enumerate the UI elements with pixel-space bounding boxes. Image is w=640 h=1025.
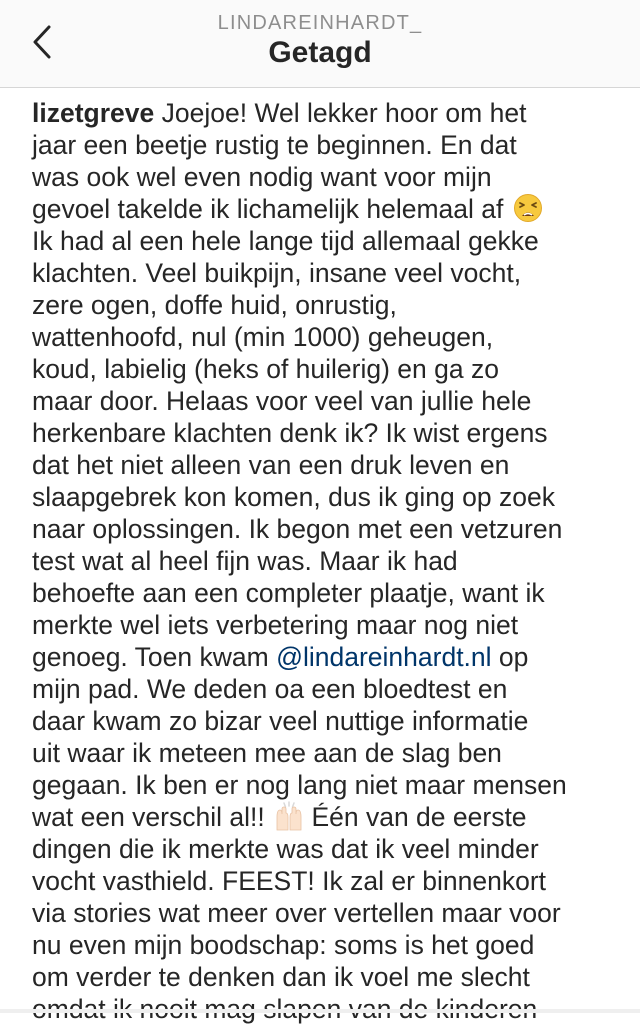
tired-face-icon (513, 193, 543, 223)
caption-line: lizetgreve Joejoe! Wel lekker hoor om het (32, 98, 527, 128)
caption-line: gegaan. Ik ben er nog lang niet maar mensen (32, 770, 567, 800)
caption-line: jaar een beetje rustig te beginnen. En dat (32, 130, 517, 160)
caption-line: uit waar ik meteen mee aan de slag ben (32, 738, 502, 768)
page-title: Getagd (268, 36, 372, 69)
caption-line: slaapgebrek kon komen, dus ik ging op zoek (32, 482, 555, 512)
post-caption (32, 97, 622, 1025)
caption-line: daar kwam zo bizar veel nuttige informatie (32, 706, 529, 736)
caption-line: behoefte aan een completer plaatje, want ik (32, 578, 545, 608)
bottom-divider (0, 1009, 640, 1013)
caption-line: dingen die ik merkte was dat ik veel minder (32, 834, 539, 864)
caption-username[interactable]: lizetgreve (32, 98, 155, 128)
caption-line: klachten. Veel buikpijn, insane veel vocht, (32, 258, 522, 288)
caption-line: dat het niet alleen van een druk leven en (32, 450, 510, 480)
caption-line: wat een verschil al!! Één van de eerste (32, 802, 527, 832)
caption-line: test wat al heel fijn was. Maar ik had (32, 546, 458, 576)
caption-line: herkenbare klachten denk ik? Ik wist ergens (32, 418, 548, 448)
caption-line: genoeg. Toen kwam @lindareinhardt.nl op (32, 642, 529, 672)
mention-link[interactable]: @lindareinhardt.nl (276, 642, 492, 672)
caption-line: vocht vasthield. FEEST! Ik zal er binnenkort (32, 866, 547, 896)
caption-line: was ook wel even nodig want voor mijn (32, 162, 492, 192)
caption-line: nu even mijn boodschap: soms is het goed (32, 930, 535, 960)
caption-line: koud, labielig (heks of huilerig) en ga zo (32, 354, 499, 384)
caption-line: gevoel takelde ik lichamelijk helemaal af (32, 193, 622, 225)
account-name: LINDAREINHARDT_ (217, 12, 423, 34)
caption-line: wattenhoofd, nul (min 1000) geheugen, (32, 322, 494, 352)
raising-hands-icon (274, 801, 304, 831)
caption-line: naar oplossingen. Ik begon met een vetzuren (32, 514, 563, 544)
caption-line: mijn pad. We deden oa een bloedtest en (32, 674, 508, 704)
top-navigation-bar (0, 0, 640, 88)
caption-line: via stories wat meer over vertellen maar voor (32, 898, 561, 928)
caption-line: merkte wel iets verbetering maar nog niet (32, 610, 519, 640)
caption-line: Ik had al een hele lange tijd allemaal gekke (32, 226, 539, 256)
caption-line: om verder te denken dan ik voel me slecht (32, 962, 530, 992)
caption-line: maar door. Helaas voor veel van jullie hele (32, 386, 532, 416)
caption-line: zere ogen, doffe huid, onrustig, (32, 290, 397, 320)
